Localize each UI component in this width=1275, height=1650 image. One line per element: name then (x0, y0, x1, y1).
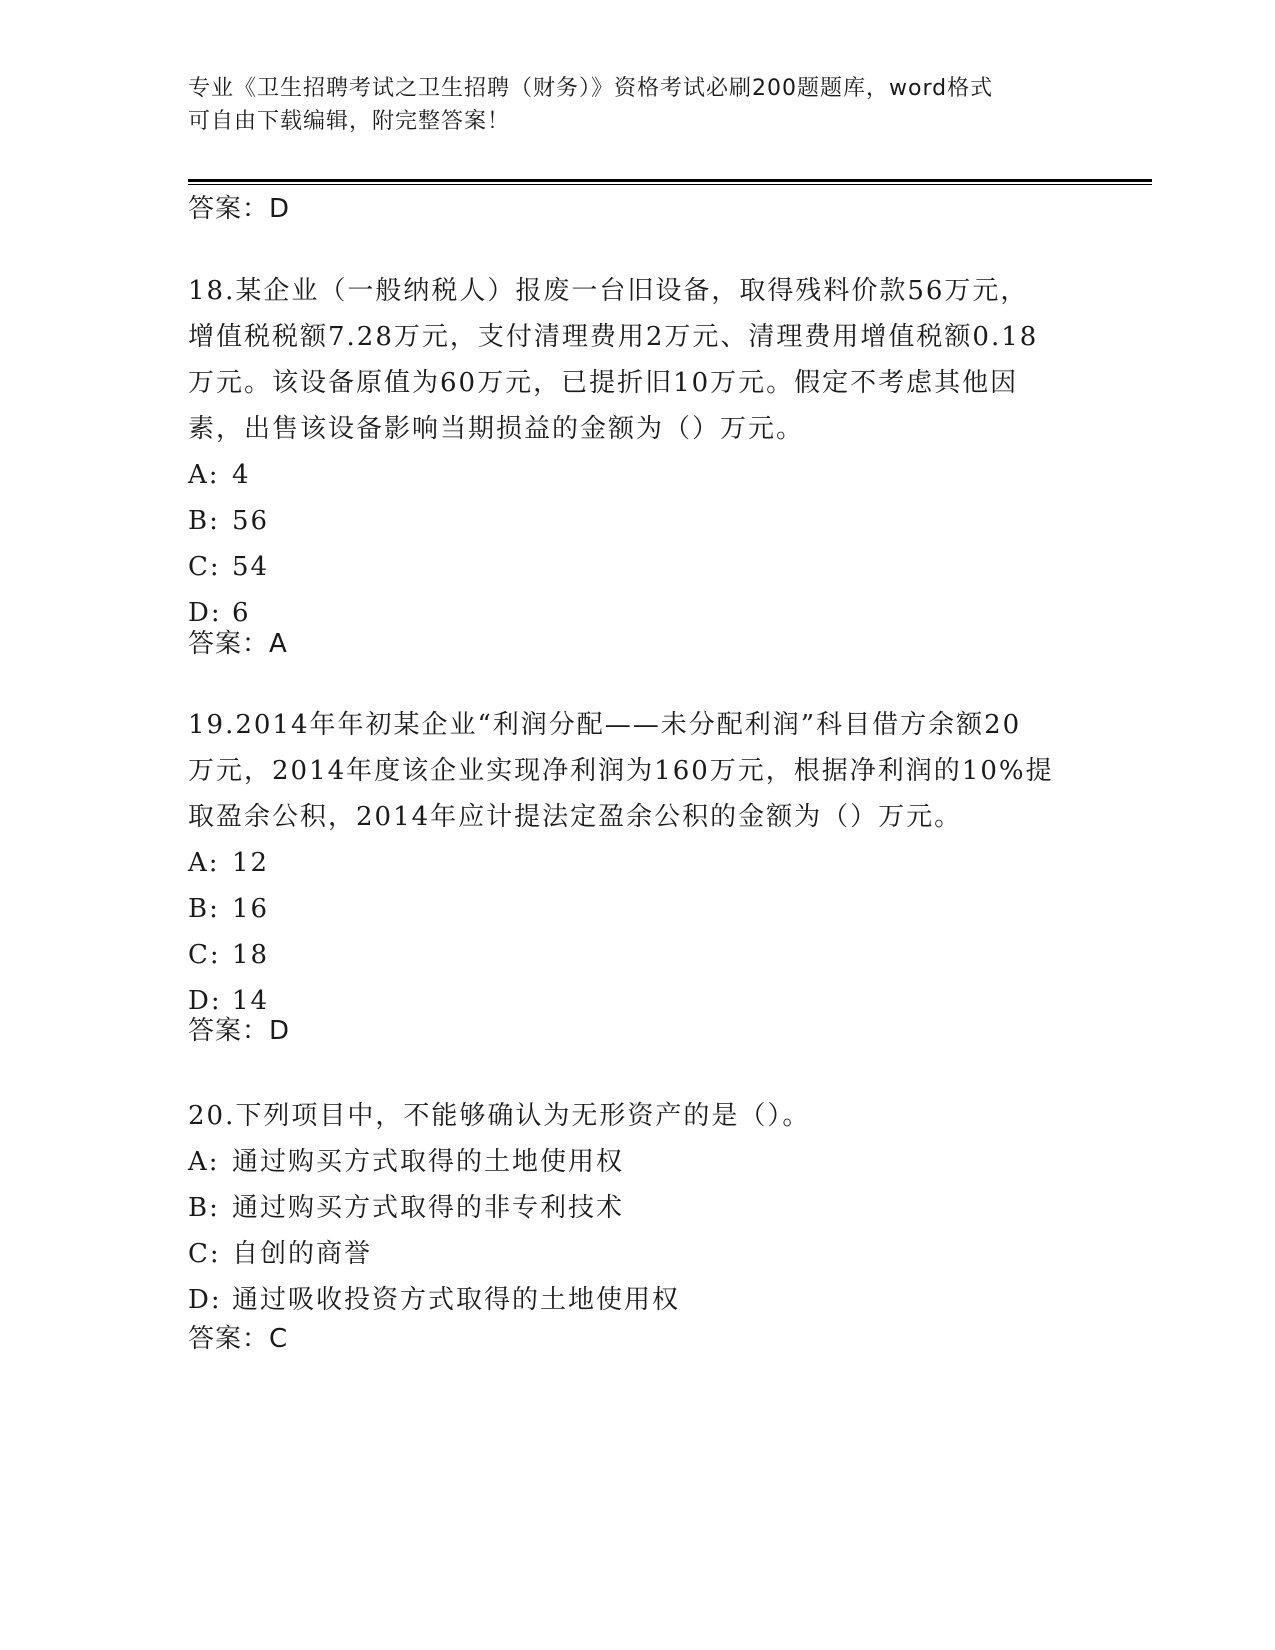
option-b (188, 886, 1088, 932)
question-stem (188, 268, 1088, 452)
question-stem (188, 702, 1088, 840)
option-d (188, 1277, 1088, 1323)
option-text: 6 (232, 598, 251, 628)
option-c (188, 1231, 1088, 1277)
option-b (188, 1185, 1088, 1231)
option-text: 4 (232, 460, 251, 490)
stem-line: 取盈余公积，2014年应计提法定盈余公积的金额为（）万元。 (188, 802, 963, 832)
option-key: D: (188, 1285, 222, 1315)
option-key: C: (188, 552, 221, 582)
option-text: 自创的商誉 (232, 1239, 373, 1269)
option-c (188, 932, 1088, 978)
question-18 (188, 268, 1088, 636)
option-text: 56 (232, 506, 270, 536)
header-rule-thin (188, 184, 1152, 185)
answer-20: 答案：C (188, 1324, 289, 1354)
header-line-1: 专业《卫生招聘考试之卫生招聘（财务）》资格考试必刷200题题库，word格式 (188, 76, 994, 101)
header-line-2: 可自由下载编辑，附完整答案！ (188, 109, 511, 134)
stem-line: 增值税税额7.28万元，支付清理费用2万元、清理费用增值税额0.18 (188, 322, 1039, 352)
option-text: 通过购买方式取得的非专利技术 (232, 1193, 625, 1223)
option-text: 18 (232, 940, 270, 970)
stem-line: 20.下列项目中，不能够确认为无形资产的是（）。 (188, 1101, 811, 1131)
option-text: 12 (232, 848, 270, 878)
option-key: D: (188, 986, 222, 1016)
option-b (188, 498, 1088, 544)
stem-line: 万元。该设备原值为60万元，已提折旧10万元。假定不考虑其他因 (188, 368, 1019, 398)
option-key: D: (188, 598, 222, 628)
stem-line: 万元，2014年度该企业实现净利润为160万元，根据净利润的10%提 (188, 756, 1054, 786)
option-a (188, 840, 1088, 886)
stem-line: 19.2014年年初某企业“利润分配——未分配利润”科目借方余额20 (188, 710, 1022, 740)
stem-line: 素，出售该设备影响当期损益的金额为（）万元。 (188, 414, 805, 444)
option-d (188, 978, 1088, 1024)
option-c (188, 544, 1088, 590)
option-d (188, 590, 1088, 636)
question-stem (188, 1093, 1088, 1139)
option-text: 通过吸收投资方式取得的土地使用权 (232, 1285, 681, 1315)
option-text: 54 (232, 552, 270, 582)
answer-19: 答案：D (188, 1016, 291, 1046)
question-19 (188, 702, 1088, 1024)
option-key: A: (188, 1147, 220, 1177)
option-text: 16 (232, 894, 270, 924)
option-key: C: (188, 1239, 221, 1269)
question-20 (188, 1093, 1088, 1323)
answer-previous: 答案：D (188, 194, 291, 224)
option-key: A: (188, 848, 220, 878)
option-text: 通过购买方式取得的土地使用权 (232, 1147, 625, 1177)
option-key: C: (188, 940, 221, 970)
option-key: B: (188, 506, 220, 536)
option-a (188, 452, 1088, 498)
option-key: A: (188, 460, 220, 490)
option-a (188, 1139, 1088, 1185)
header-rule-thick (188, 179, 1152, 182)
option-key: B: (188, 894, 220, 924)
answer-18: 答案：A (188, 629, 288, 659)
document-header (188, 72, 1088, 138)
option-key: B: (188, 1193, 220, 1223)
stem-line: 18.某企业（一般纳税人）报废一台旧设备，取得残料价款56万元， (188, 276, 1029, 306)
option-text: 14 (232, 986, 270, 1016)
